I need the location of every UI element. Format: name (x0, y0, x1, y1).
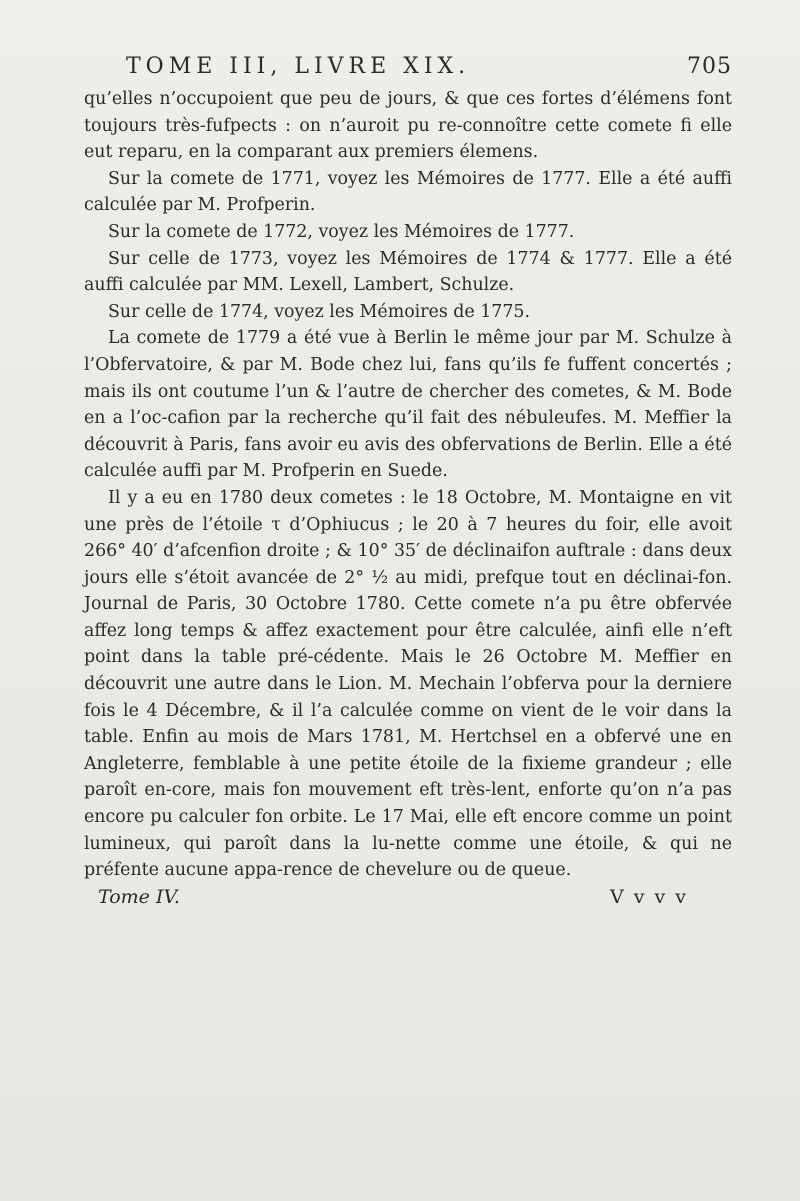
paragraph: qu’elles n’occupoient que peu de jours, & que ces fortes d’élémens font toujours très-fufpects : on n’auroit pu re-connoître cette comete fi elle eut reparu, en la comparant aux premiers élemens. (84, 89, 732, 163)
page-footer (84, 886, 732, 908)
signature-mark: V v v v (609, 885, 688, 908)
page-header (84, 54, 732, 90)
tome-label: Tome IV. (98, 885, 180, 908)
paragraph: Il y a eu en 1780 deux cometes : le 18 Octobre, M. Montaigne en vit une près de l’étoile τ d’Ophiucus ; le 20 à 7 heures du foir, elle avoit 266° 40′ d’afcenfion droite ; & 10° 35′ de déclinaifon auftrale : dans deux jours elle s’étoit avancée de 2° ½ au midi, prefque tout en déclinai-fon. Journal de Paris, 30 Octobre 1780. Cette comete n’a pu être obfervée affez long temps & affez exactement pour être calculée, ainfi elle n’eft point dans la table pré-cédente. Mais le 26 Octobre M. Meffier en découvrit une autre dans le Lion. M. Mechain l’obferva pour la derniere fois le 4 Décembre, & il l’a calculée comme on vient de le voir dans la table. Enfin au mois de Mars 1781, M. Hertchsel en a obfervé une en Angleterre, femblable à une petite étoile de la fixieme grandeur ; elle paroît en-core, mais fon mouvement eft très-lent, enforte qu’on n’a pas encore pu calculer fon orbite. Le 17 Mai, elle eft encore comme un point lumineux, qui paroît dans la lu-nette comme une étoile, & qui ne préfente aucune appa-rence de chevelure ou de queue. (84, 487, 732, 881)
paragraph: Sur celle de 1774, voyez les Mémoires de 1775. (108, 301, 531, 322)
page-body (84, 86, 732, 884)
paragraph: Sur la comete de 1772, voyez les Mémoires de 1777. (108, 221, 575, 242)
page-number: 705 (687, 54, 732, 79)
paragraph: La comete de 1779 a été vue à Berlin le même jour par M. Schulze à l’Obfervatoire, & par M. Bode chez lui, fans qu’ils fe fuffent concertés ; mais ils ont coutume l’un & l’autre de chercher des cometes, & M. Bode en a l’oc-cafion par la recherche qu’il fait des nébuleufes. M. Meffier la découvrit à Paris, fans avoir eu avis des obfervations de Berlin. Elle a été calculée auffi par M. Profperin en Suede. (84, 328, 732, 482)
paragraph: Sur celle de 1773, voyez les Mémoires de 1774 & 1777. Elle a été auffi calculée par MM. Lexell, Lambert, Schulze. (84, 248, 732, 296)
paragraph: Sur la comete de 1771, voyez les Mémoires de 1777. Elle a été auffi calculée par M. Profperin. (84, 168, 732, 216)
running-head: TOME III, LIVRE XIX. (126, 54, 471, 79)
